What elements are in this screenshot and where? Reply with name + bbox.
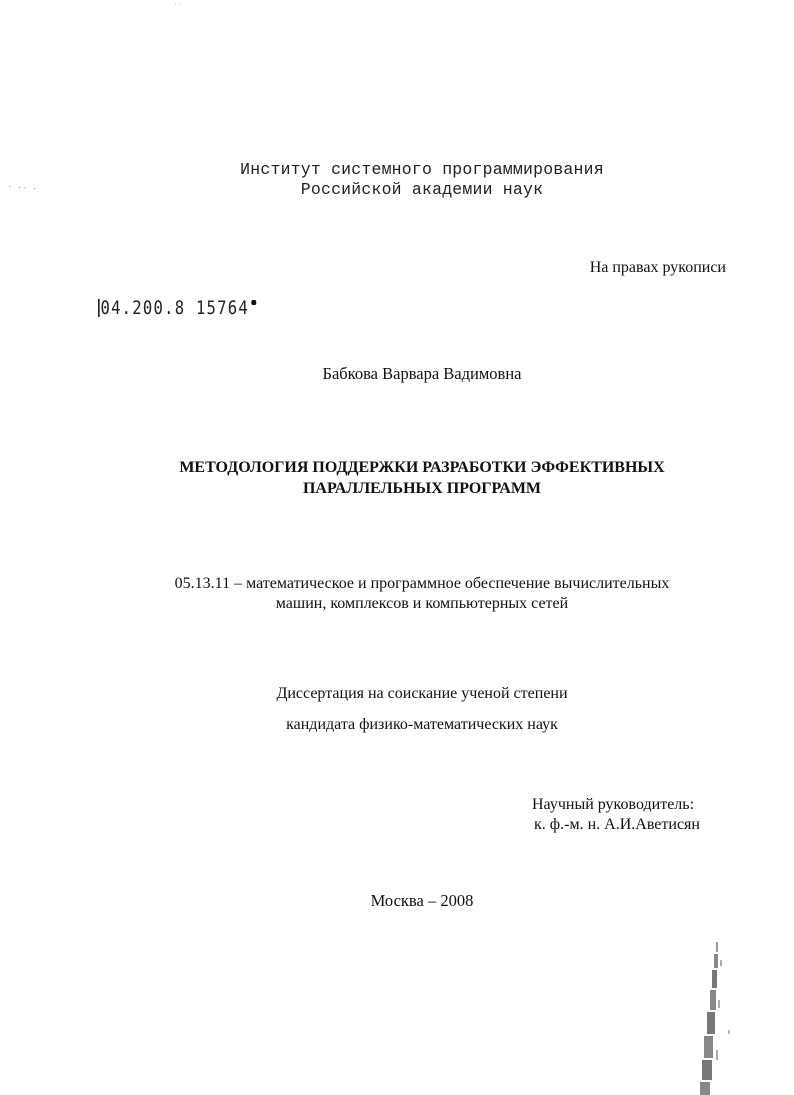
- supervisor-name: к. ф.-м. н. А.И.Аветисян: [534, 816, 700, 833]
- library-stamp: [8, 182, 39, 195]
- title-line-2: ПАРАЛЛЕЛЬНЫХ ПРОГРАММ: [302, 480, 542, 497]
- rights-note: На правах рукописи: [589, 259, 726, 276]
- inventory-number-text: 04.200.8 15764: [100, 297, 250, 319]
- specialty-line-2: машин, комплексов и компьютерных сетей: [275, 595, 569, 612]
- city-year: Москва – 2008: [370, 891, 474, 910]
- degree-line-2: кандидата физико-математических наук: [286, 716, 558, 733]
- inventory-bar-mark: [98, 299, 100, 317]
- degree-line-1: Диссертация на соискание ученой степени: [276, 685, 568, 702]
- title-line-1: МЕТОДОЛОГИЯ ПОДДЕРЖКИ РАЗРАБОТКИ ЭФФЕКТИВНЫХ: [179, 459, 665, 476]
- supervisor-label: Научный руководитель:: [532, 796, 695, 813]
- binding-edge-artifact: [680, 940, 740, 1095]
- institute-header: [0, 160, 794, 200]
- stamp-dots: · ·· ·: [7, 181, 39, 196]
- author-name: Бабкова Варвара Вадимовна: [322, 364, 522, 383]
- specialty-line-1: 05.13.11 – математическое и программное обеспечение вычислительных: [174, 575, 670, 592]
- institute-line-2: Российской академии наук: [300, 180, 544, 199]
- ink-blot: [251, 300, 256, 305]
- dissertation-title: [0, 457, 794, 499]
- degree-statement: [0, 678, 794, 740]
- institute-line-1: Институт системного программирования: [240, 160, 604, 179]
- specialty-code: [0, 574, 794, 614]
- scan-artifact: · ·: [174, 0, 182, 9]
- supervisor-block: [532, 795, 700, 835]
- inventory-number: [98, 297, 256, 319]
